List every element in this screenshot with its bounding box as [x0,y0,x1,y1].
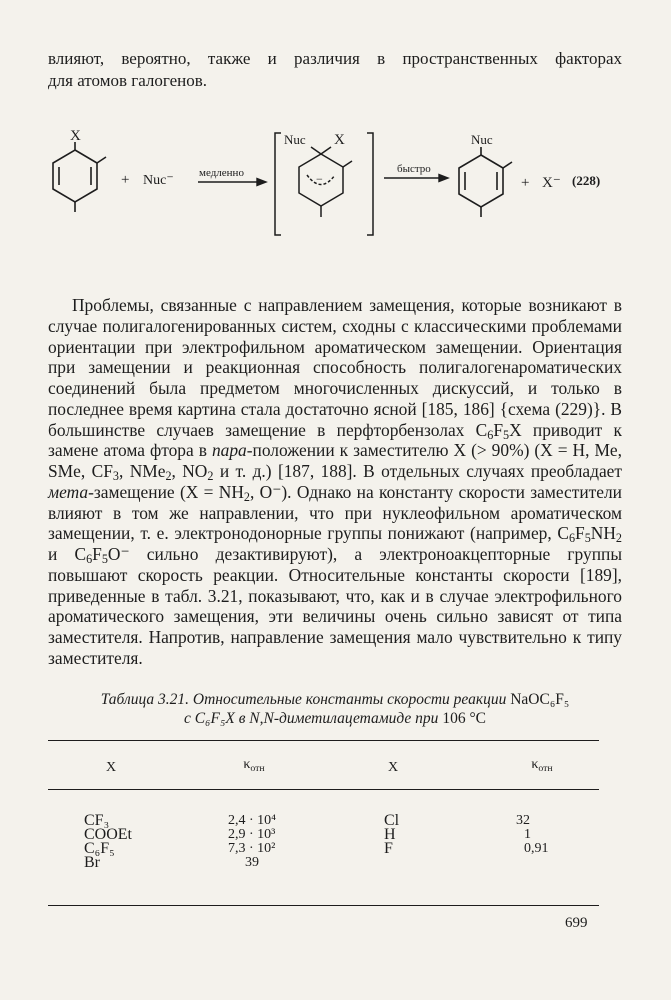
para-text: F [92,544,102,564]
main-paragraph [48,295,622,669]
para-sub: 2 [243,489,250,504]
para-sub: 6 [487,427,494,442]
reactant-benzene-ring [53,142,106,212]
fast-step-label: быстро [397,163,431,175]
table-header-rule [48,789,599,790]
para-sub: 6 [568,531,576,546]
column-x-left [84,814,132,870]
para-text: F [493,419,503,440]
table-cell: Cl [384,812,400,829]
para-text: и C [48,544,87,564]
table-cell: 1 [524,827,531,842]
intro-line-2: для атомов галогенов. [48,71,208,90]
para-sub: 2 [207,469,214,483]
caption-temperature: 106 °C [442,710,486,727]
para-sub: 3 [112,469,119,483]
para-sub: 5 [584,531,591,546]
column-k-left [228,814,276,870]
para-text-6: и т. д.) [187, 188]. В отдельных случаях преобладает [213,461,622,481]
nucleophile-label: Nuc⁻ [143,173,174,188]
para-sub: 5 [503,427,510,442]
intro-line-1: влияют, вероятно, также и различия в пространственных факторах [48,49,622,68]
reaction-scheme-228 [0,128,671,238]
page-number: 699 [565,915,588,931]
table-cell: H [384,826,396,843]
slow-step-label: медленно [199,167,244,179]
meisenheimer-complex [275,133,373,235]
table-cell: COOEt [84,826,132,843]
header-k-left [226,757,282,773]
para-text-4: , NMe [118,461,166,481]
column-k-right [516,814,549,856]
para-sub: 2 [165,469,172,483]
caption-text-a: Таблица 3.21. Относительные константы скорости реакции [100,691,511,708]
caption-text-b: с C₆F₅X в N,N-диметилацетамиде при [184,710,443,727]
table-top-rule [48,740,599,741]
para-sub: 5 [101,552,108,566]
para-text-3: -положении к заместителю X (> 90%) (X = H, Me, SMe, CF [48,440,622,481]
para-text: NH [590,523,616,544]
header-sub: отн [538,763,553,774]
table-cell: CF₃ [84,812,110,829]
product-benzene-ring [459,147,512,217]
para-text-7: -замещение (X = NH [88,481,244,502]
table-cell: F [384,840,393,857]
para-text-1: Проблемы, связанные с направлением замещения, которые возникают в случае полигалогенированных систем, сходны с классическими проблемами ориентации при электрофильном ароматическом замещении. Ориентация при замещении и реакционная способность полигалогенароматических соединений была предметом многочисленных дискуссий, и только в последнее время картина стала достаточно ясной [185, 186] {схема (229)}. В большинстве случаев замещение в перфторбензолах C [48,295,622,440]
kappa-symbol: κ [243,757,251,772]
substituent-x-label: X [70,128,81,144]
slow-arrow [198,179,266,186]
kappa-symbol: κ [531,757,539,772]
caption-reagent: NaOC₆F₅ [510,691,570,708]
table-caption [48,690,622,728]
table-cell: 2,9 · 10³ [228,827,276,842]
header-x-left: X [105,760,117,775]
header-sub: отн [250,763,265,774]
header-k-right [514,757,570,773]
intermediate-nuc-label: Nuc [284,132,306,147]
table-cell: 32 [516,813,530,828]
table-cell: Br [84,854,100,871]
para-italic-word: пара [211,440,247,461]
header-x-right: X [387,760,399,775]
table-cell: 7,3 · 10² [228,841,276,856]
para-text: F [575,523,585,544]
para-text-9: O⁻ сильно дезактивируют), а электроноакцепторные группы повышают скорость реакции. Относительные константы скорости [189], приведенные в табл. 3.21, показывают, что, как и в случае электрофильного ароматического замещения, эти величины очень сильно зависят от типа заместителя. Напротив, направление замещения мало чувствительно к типу заместителя. [48,544,622,668]
table-cell: 0,91 [524,841,549,856]
table-cell: 2,4 · 10⁴ [228,813,277,828]
equation-number: (228) [572,173,601,188]
table-cell: 39 [245,855,259,870]
column-x-right [384,814,399,856]
para-text-8: , O⁻). Однако на константу скорости заместители влияют в том же направлении, что при нуклеофильном ароматическом замещении, т. е. электронодонорные группы понижают (например, C [48,481,622,544]
intermediate-x-label: X [334,132,345,148]
fast-arrow [384,175,448,182]
para-sub: 6 [86,552,93,566]
para-text-2: X приводит к замене атома фтора в [48,419,622,461]
plus-sign-2: + [521,175,530,191]
table-bottom-rule [48,905,599,906]
table-cell: C₆F₅ [84,840,115,857]
intro-text [48,48,622,92]
para-text-5: , NO [171,461,208,481]
plus-sign: + [121,172,130,188]
para-sub: 2 [615,531,622,546]
product-nuc-label: Nuc [471,132,493,147]
halide-anion-label: X⁻ [542,175,561,191]
meta-italic-word: мета [48,481,89,502]
intermediate-minus: − [316,172,323,186]
